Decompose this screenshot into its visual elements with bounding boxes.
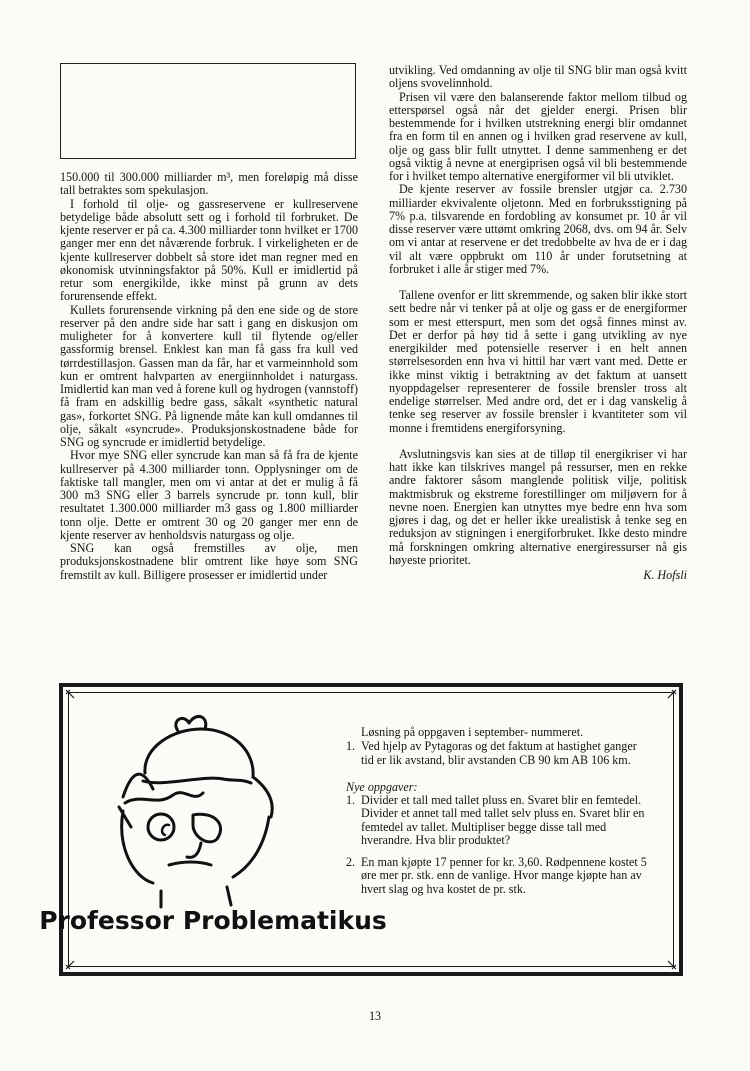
- article-paragraph: Avslutningsvis kan sies at de tilløp til energikriser vi har hatt ikke kan tilskrives mangel på ressurser, men en rekke andre faktorer såsom manglende politisk vilje, politisk maktmisbruk og ekstreme forestillinger om miljøvern for å nevne noen. Energien kan utnyttes mye bedre enn hva som gjøres i dag, og det er heller ikke urealistisk å tenke seg en reduksjon av stigningen i energiforbruket. Ikke desto mindre må forskningen omkring alternative energiressurser nå gis høyeste prioritet.: [389, 446, 687, 567]
- item-text: En man kjøpte 17 penner for kr. 3,60. Rødpennene kostet 5 øre mer pr. stk. enn de vanlige. Hvor mange kjøpte han av hvert slag og hva kostet de pr. stk.: [361, 855, 647, 896]
- article-right-column: [389, 64, 687, 582]
- article-paragraph: SNG kan også fremstilles av olje, men produksjonskostnadene blir omtrent like høye som SNG fremstilt av kull. Billigere prosesser er imidlertid under: [60, 541, 358, 582]
- article-paragraph: Tallene ovenfor er litt skremmende, og saken blir ikke stort sett bedre når vi tenker på at olje og gass er de energiformer som er mest etterspurt, men som det også finnes minst av. Det er derfor på høy tid å sette i gang utvikling av nye energikilder med potensielle reserver i en helt annen størrelsesorden enn hva vi hittil har vært vant med. Dette er ikke minst viktig i betraktning av det faktum at uansett nyoppdagelser representerer de fossile brensler tross alt endelige størrelser. Med andre ord, det er i dag vanskelig å tenke seg reserver av fossile brensler i kvantiteter som vil monne i fremtidens energiforsyning.: [389, 288, 687, 435]
- item-text: Ved hjelp av Pytagoras og det faktum at hastighet ganger tid er lik avstand, blir avstanden CB 90 km AB 106 km.: [361, 739, 637, 767]
- article-paragraph: 150.000 til 300.000 milliarder m³, men foreløpig må disse tall betraktes som spekulasjon.: [60, 170, 358, 198]
- empty-figure-box: [60, 63, 356, 159]
- article-paragraph: Hvor mye SNG eller syncrude kan man så få fra de kjente kullreserver på 4.300 milliarder tonn. Opplysninger om de faktiske tall mangler, men om vi antar at det er mulig å få 300 m3 SNG eller 3 barrels syncrude pr. tonn kull, blir resultatet 1.300.000 milliarder m3 gass og 1.800 milliarder tonn olje. Dette er omtrent 30 og 20 ganger mer enn de kjente reserver av henholdsvis naturgass og olje.: [60, 448, 358, 542]
- article-paragraph: De kjente reserver av fossile brensler utgjør ca. 2.730 milliarder ekvivalente oljetonn. Med en forbruksstigning på 7% p.a. tilsvarende en fordobling av konsumet pr. 10 år vil disse reserver være uttømt omkring 2068, dvs. om 94 år. Selv om vi antar at reservene er det tredobbelte av hva de er i dag vil alt være oppbrukt om 110 år under forutsetning at forbruket i alle år stiger med 7%.: [389, 182, 687, 276]
- solution-heading: Løsning på oppgaven i september- nummeret.: [361, 725, 584, 739]
- corner-ornament-icon: [667, 689, 677, 699]
- puzzle-text: [346, 726, 651, 896]
- article-left-column: [60, 171, 358, 582]
- new-tasks-heading: Nye oppgaver:: [346, 779, 418, 794]
- item-number: 1.: [346, 793, 356, 807]
- article-paragraph: Kullets forurensende virkning på den ene side og de store reserver på den andre side har satt i gang en diskusjon om muligheter for å konvertere kull til flytende og/eller gassformig brensel. Enklest kan man få gass fra kull ved tørrdestillasjon. Gassen man da får, har et varmeinnhold som kun er omtrent halvparten av energiinnholdet i naturgass. Imidlertid kan man ved å forene kull og hydrogen (vannstoff) få fram en adskillig bedre gass, såkalt «synthetic natural gas», forkortet SNG. På lignende måte kan kull omdannes til olje, såkalt «syncrude». Produksjonskostnadene både for SNG og syncrude er imidlertid betydelige.: [60, 302, 358, 449]
- article-paragraph: I forhold til olje- og gassreservene er kullreservene betydelige både absolutt sett og i forhold til forbruket. De kjente reserver er på ca. 4.300 milliarder tonn hvilket er 1700 ganger mer enn det nåværende forbruk. I virkeligheten er de kjente kullreserver dobbelt så store idet man regner med en økonomisk utvinningsfaktor på 50%. Kull er imidlertid på retur som energikilde, ikke minst på grunn av dets forurensende effekt.: [60, 196, 358, 304]
- article-paragraph: utvikling. Ved omdanning av olje til SNG blir man også kvitt oljens svovelinnhold.: [389, 63, 687, 91]
- article-paragraph: Prisen vil være den balanserende faktor mellom tilbud og etterspørsel også når det gjelder energi. Prisen blir bestemmende for i hvilken utstrekning energi blir omdannet fra en form til en annen og i hvilken grad reservene av kull, olje og gass blir fullt utnyttet. I denne sammenheng er det også viktig å nevne at energiprisen også vil bli bestemmende for i hvilket tempo alternative energiformer vil bli utviklet.: [389, 89, 687, 183]
- task-item: [346, 794, 651, 847]
- author-signature: K. Hofsli: [643, 568, 687, 582]
- corner-ornament-icon: [667, 960, 677, 970]
- puzzle-box: [39, 683, 683, 976]
- item-number: 2.: [346, 855, 356, 869]
- corner-ornament-icon: [65, 960, 75, 970]
- item-text: Divider et tall med tallet pluss en. Svaret blir en femtedel. Divider et annet tall med tallet selv pluss en. Svaret blir en femtedel av tallet. Multipliser begge disse tall med hverandre. Hva blir produktet?: [361, 793, 645, 847]
- corner-ornament-icon: [65, 689, 75, 699]
- professor-caption: Professor Problematikus: [39, 906, 387, 935]
- task-item: [346, 856, 651, 896]
- page-number: 13: [368, 1009, 382, 1023]
- solution-item: [346, 740, 651, 767]
- item-number: 1.: [346, 739, 356, 754]
